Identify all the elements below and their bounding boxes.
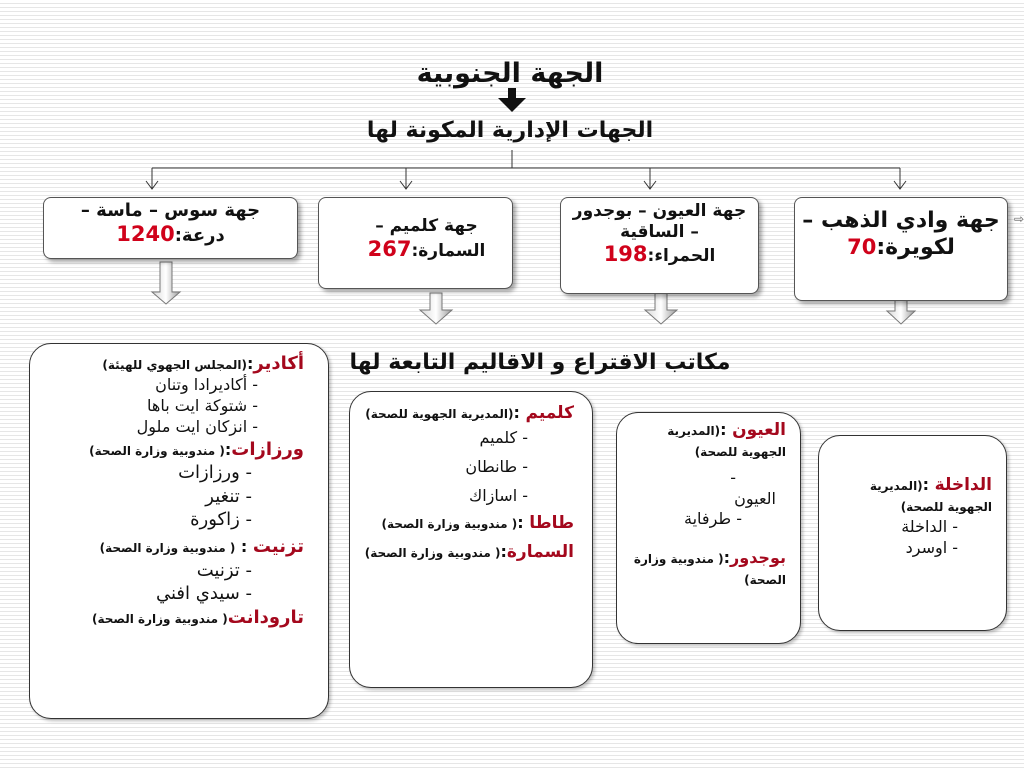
region-box-souss: جهة سوس – ماسة – درعة:1240 xyxy=(43,197,298,259)
office-note: ( مندوبية وزارة الصحة) xyxy=(99,541,236,556)
office-name-boujdour: بوجدور xyxy=(730,548,786,568)
office-note: ( مندوبية وزارة الصحة) xyxy=(364,545,501,560)
region-name: جهة العيون – بوجدور – الساقية الحمراء xyxy=(572,201,747,267)
region-box-oued-eddahab: جهة وادي الذهب – لكويرة:70 xyxy=(794,197,1008,301)
office-name-agadir: أكادير xyxy=(253,353,304,374)
region-value: 70 xyxy=(847,234,877,259)
list-item: - xyxy=(730,467,736,487)
region-value: 1240 xyxy=(116,221,175,246)
list-item: - كلميم xyxy=(479,428,528,448)
office-name-tata: طاطا xyxy=(529,513,574,534)
region-value: 198 xyxy=(603,242,648,267)
office-name-ouarzazate: ورزازات xyxy=(231,438,304,460)
office-note: ( مندوبية وزارة الصحة) xyxy=(91,611,228,626)
list-item: - تنغير xyxy=(205,485,252,507)
office-note: (المجلس الجهوي للهيئة) xyxy=(102,358,247,372)
region-value: 267 xyxy=(367,236,412,261)
page-subtitle: الجهات الإدارية المكونة لها xyxy=(366,118,654,143)
office-name-guelmim: كلميم xyxy=(525,403,574,423)
nav-arrow-icon[interactable]: ⇨ xyxy=(1013,212,1024,226)
list-item: - سيدي افني xyxy=(155,583,252,605)
list-item: - شتوكة ايت باها xyxy=(147,396,258,416)
list-item: - انزكان ايت ملول xyxy=(136,416,258,436)
down-arrow-icon xyxy=(152,262,180,304)
office-note: ( مندوبية وزارة الصحة) xyxy=(381,517,518,532)
down-arrow-icon xyxy=(887,300,915,324)
office-name-taroudant: تارودانت xyxy=(227,606,304,628)
list-item: - طرفاية xyxy=(684,509,742,529)
office-note: (المديرية الجهوية للصحة) xyxy=(869,479,992,515)
office-name-dakhla: الداخلة xyxy=(934,475,992,495)
office-name-tiznit: تزنيت xyxy=(252,536,304,558)
offices-box-souss: أكادير:(المجلس الجهوي للهيئة) - أكاديرادا وتنان - شتوكة ايت باها - انزكان ايت ملول ورزازات:( مندوبية وزارة الصحة) - ورزازات - تنغير - زاكورة تزنيت : ( مندوبية وزارة الصحة) - تزنيت - سيدي افني تارودانت( مندوبية وزارة الصحة) xyxy=(29,343,329,719)
list-item: - اسازاك xyxy=(469,485,528,505)
office-name-smara: السمارة xyxy=(506,541,574,562)
offices-box-guelmim: كلميم :(المديرية الجهوية للصحة) - كلميم - طانطان - اسازاك طاطا :( مندوبية وزارة الصحة) السمارة:( مندوبية وزارة الصحة) xyxy=(349,391,593,688)
office-name-laayoune: العيون xyxy=(732,420,786,440)
offices-title: مكاتب الاقتراع و الاقاليم التابعة لها xyxy=(349,350,731,375)
region-name: جهة سوس – ماسة – درعة xyxy=(80,200,261,246)
region-box-guelmim: جهة كلميم – السمارة:267 xyxy=(318,197,513,289)
down-arrow-icon xyxy=(420,293,452,324)
region-box-laayoune: جهة العيون – بوجدور – الساقية الحمراء:198 xyxy=(560,197,759,294)
list-item: - ورزازات xyxy=(178,462,252,484)
office-note: ( مندوبية وزارة الصحة) xyxy=(633,552,786,588)
region-name: جهة وادي الذهب – لكويرة xyxy=(802,208,1000,260)
list-item: - أكاديرادا وتنان xyxy=(155,375,258,395)
office-note: (المديرية الجهوية للصحة) xyxy=(667,424,786,460)
office-note: (المديرية الجهوية للصحة) xyxy=(365,407,514,421)
list-item: - زاكورة xyxy=(190,508,252,530)
list-item: - تزنيت xyxy=(196,559,252,581)
title-down-arrow-icon xyxy=(498,88,526,112)
list-item: - اوسرد xyxy=(905,537,958,557)
down-arrow-icon xyxy=(645,293,677,324)
offices-box-dakhla: الداخلة :(المديرية الجهوية للصحة) - الداخلة - اوسرد xyxy=(818,435,1007,631)
tree-connector xyxy=(146,150,906,189)
list-item: - الداخلة xyxy=(901,516,958,536)
list-item: العيون xyxy=(734,488,776,508)
list-item: - طانطان xyxy=(465,456,528,476)
offices-box-laayoune: العيون :(المديرية الجهوية للصحة) - العيون - طرفاية بوجدور:( مندوبية وزارة الصحة) xyxy=(616,412,801,644)
office-note: ( مندوبية وزارة الصحة) xyxy=(89,443,225,458)
page-title: الجهة الجنوبية xyxy=(416,58,604,89)
region-name: جهة كلميم – السمارة xyxy=(375,216,486,261)
